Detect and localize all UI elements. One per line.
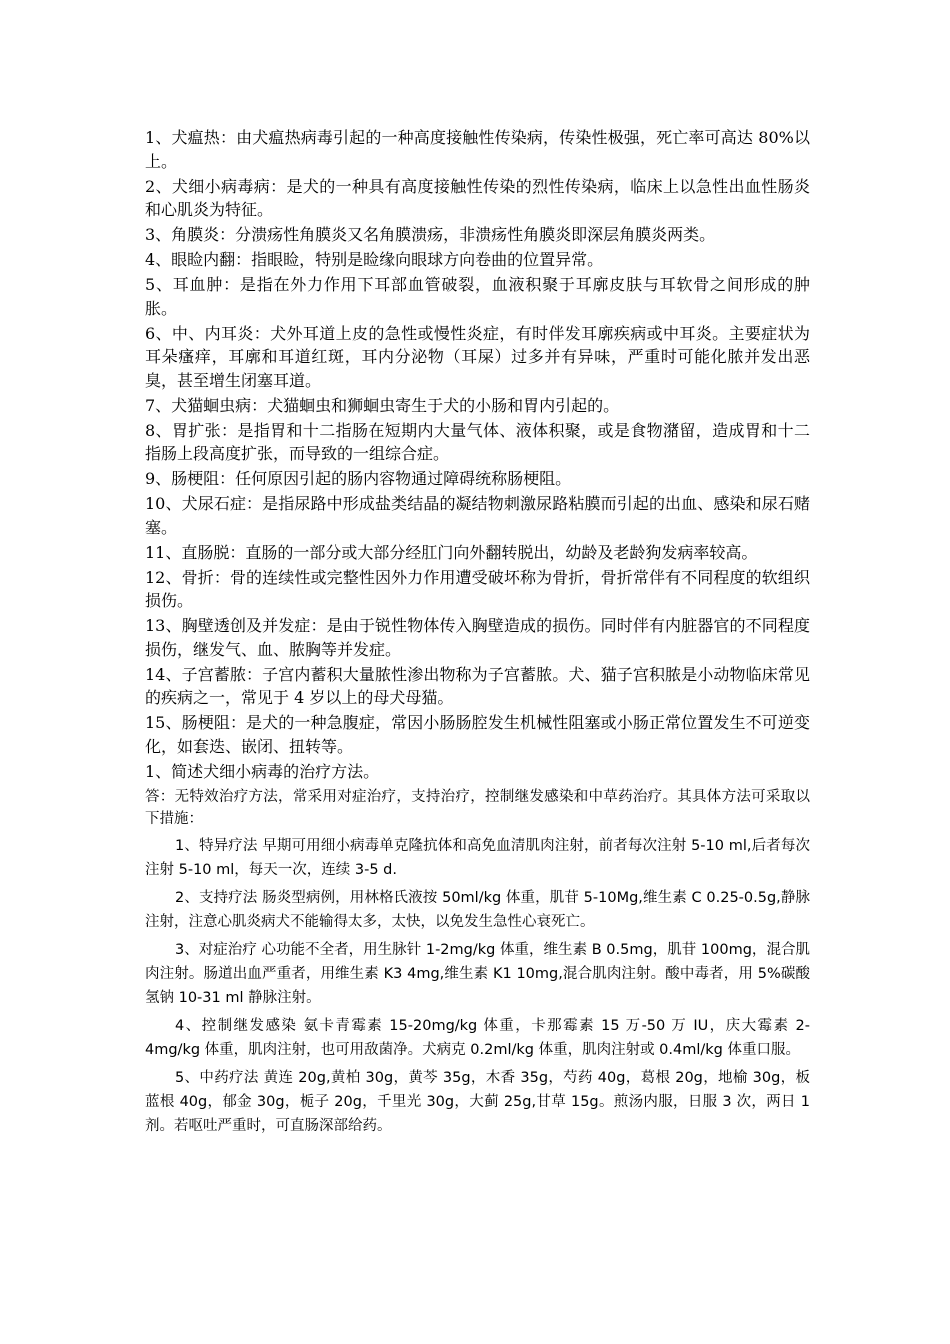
definition-item: 13、胸壁透创及并发症：是由于锐性物体传入胸壁造成的损伤。同时伴有内脏器官的不同程度损伤，继发气、血、脓胸等并发症。 [145,616,810,659]
definition-item: 9、肠梗阻：任何原因引起的肠内容物通过障碍统称肠梗阻。 [145,469,572,488]
definition-item: 8、胃扩张：是指胃和十二指肠在短期内大量气体、液体积聚，或是食物潴留，造成胃和十二指肠上段高度扩张，而导致的一组综合症。 [145,420,810,463]
question-heading: 1、简述犬细小病毒的治疗方法。 [145,761,380,781]
definition-item: 6、中、内耳炎：犬外耳道上皮的急性或慢性炎症，有时伴发耳廓疾病或中耳炎。主要症状为耳朵瘙痒，耳廓和耳道红斑，耳内分泌物（耳屎）过多并有异味，严重时可能化脓并发出恶臭，甚至增生闭塞耳道。 [145,323,810,390]
definition-item: 3、角膜炎：分溃疡性角膜炎又名角膜溃疡，非溃疡性角膜炎即深层角膜炎两类。 [145,225,716,244]
treatment-step: 4、控制继发感染 氨卡青霉素 15-20mg/kg 体重，卡那霉素 15 万-50 万 IU，庆大霉素 2-4mg/kg 体重，肌肉注射，也可用敌菌净。犬病克 0.2ml/kg 体重，肌肉注射或 0.4ml/kg 体重口服。 [145,1017,810,1058]
definition-item: 7、犬猫蛔虫病：犬猫蛔虫和狮蛔虫寄生于犬的小肠和胃内引起的。 [145,395,620,415]
definition-item: 14、子宫蓄脓：子宫内蓄积大量脓性渗出物称为子宫蓄脓。犬、猫子宫积脓是小动物临床常见的疾病之一，常见于 4 岁以上的母犬母猫。 [145,664,810,707]
definition-item: 5、耳血肿：是指在外力作用下耳部血管破裂，血液积聚于耳廓皮肤与耳软骨之间形成的肿胀。 [145,275,810,318]
definition-item: 4、眼睑内翻：指眼睑，特别是睑缘向眼球方向卷曲的位置异常。 [145,250,604,269]
definition-item: 2、犬细小病毒病：是犬的一种具有高度接触性传染的烈性传染病，临床上以急性出血性肠炎和心肌炎为特征。 [145,176,810,219]
treatment-step: 3、对症治疗 心功能不全者，用生脉针 1-2mg/kg 体重，维生素 B 0.5mg，肌苷 100mg，混合肌肉注射。肠道出血严重者，用维生素 K3 4mg,维生素 K1 10mg,混合肌肉注射。酸中毒者，用 5%碳酸氢钠 10-31 ml 静脉注射。 [145,941,810,1006]
definition-item: 10、犬尿石症：是指尿路中形成盐类结晶的凝结物刺激尿路粘膜而引起的出血、感染和尿石赌塞。 [145,494,810,537]
treatment-step: 1、特异疗法 早期可用细小病毒单克隆抗体和高免血清肌肉注射，前者每次注射 5-10 ml,后者每次注射 5-10 ml，每天一次，连续 3-5 d. [145,837,810,878]
definition-item: 15、肠梗阻：是犬的一种急腹症，常因小肠肠腔发生机械性阻塞或小肠正常位置发生不可逆变化，如套迭、嵌闭、扭转等。 [145,713,810,756]
definition-item: 1、犬瘟热：由犬瘟热病毒引起的一种高度接触性传染病，传染性极强，死亡率可高达 80%以上。 [145,128,810,171]
definition-item: 11、直肠脱：直肠的一部分或大部分经肛门向外翻转脱出，幼龄及老龄狗发病率较高。 [145,542,758,562]
treatment-step: 5、中药疗法 黄连 20g,黄柏 30g，黄芩 35g，木香 35g，芍药 40g，葛根 20g，地榆 30g，板蓝根 40g，郁金 30g，栀子 20g，千里光 30g，大蓟 25g,甘草 15g。煎汤内服，日服 3 次，两日 1 剂。若呕吐严重时，可直肠深部给药。 [145,1069,810,1134]
definition-item: 12、骨折：骨的连续性或完整性因外力作用遭受破坏称为骨折，骨折常伴有不同程度的软组织损伤。 [145,567,810,610]
answer-intro: 答：无特效治疗方法，常采用对症治疗，支持治疗，控制继发感染和中草药治疗。其具体方法可采取以下措施： [145,788,810,827]
document-page [145,126,810,1142]
treatment-step: 2、支持疗法 肠炎型病例，用林格氏液按 50ml/kg 体重，肌苷 5-10Mg,维生素 C 0.25-0.5g,静脉注射，注意心肌炎病犬不能输得太多，太快，以免发生急性心衰死亡。 [145,889,810,930]
